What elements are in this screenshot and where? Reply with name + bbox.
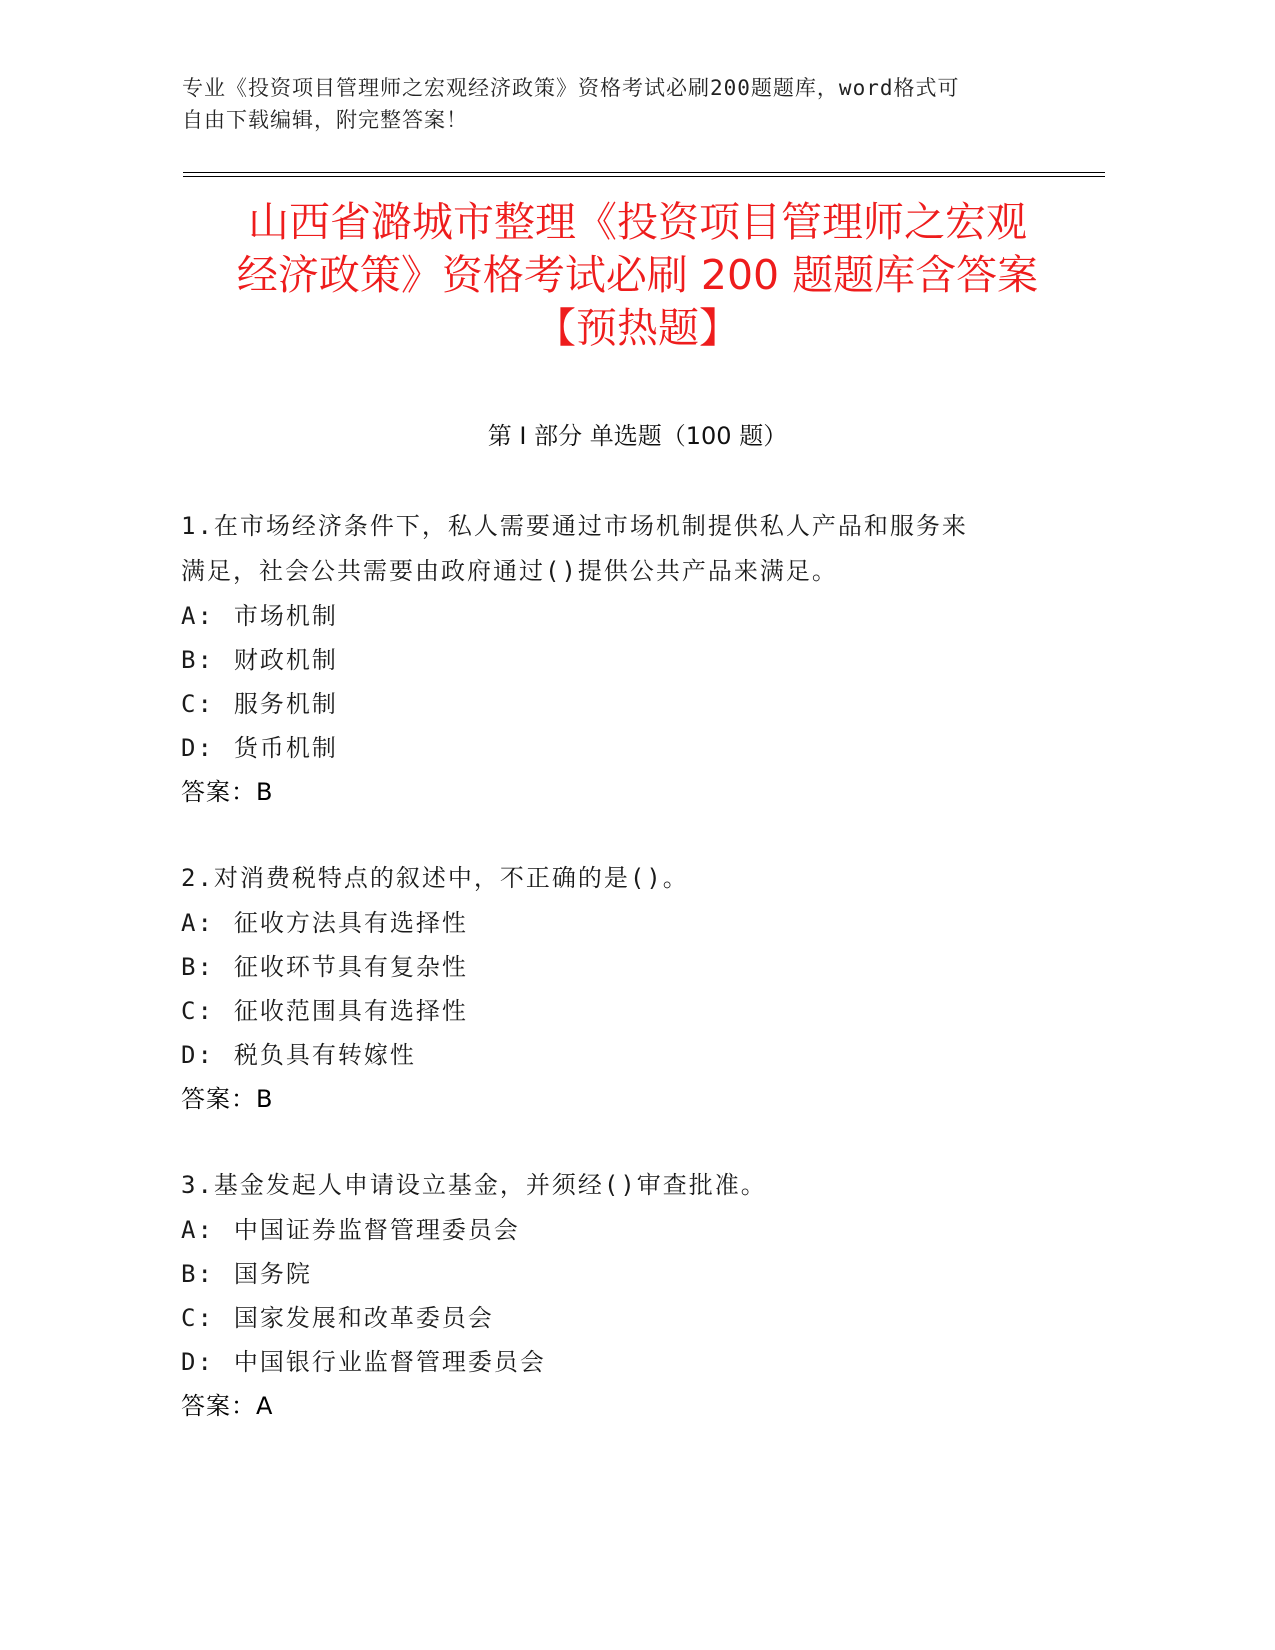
option-text: 税负具有转嫁性 [233,1041,416,1069]
option-d [181,1033,1061,1077]
option-letter: D: [181,734,214,762]
question-stem: 3.基金发起人申请设立基金，并须经()审查批准。 [181,1171,767,1199]
header-note [182,72,1062,136]
header-divider-bottom [183,176,1105,177]
document-title [150,196,1125,355]
option-b [181,945,1061,989]
title-line: 山西省潞城市整理《投资项目管理师之宏观 [248,198,1027,246]
option-letter: C: [181,690,214,718]
answer: 答案：A [181,1392,274,1420]
option-text: 国务院 [233,1260,312,1288]
option-letter: A: [181,909,214,937]
option-text: 国家发展和改革委员会 [233,1304,494,1332]
option-text: 中国银行业监督管理委员会 [233,1348,546,1376]
answer: 答案：B [181,778,274,806]
option-text: 服务机制 [233,690,338,718]
option-b [181,638,1061,682]
question-stem: 1.在市场经济条件下，私人需要通过市场机制提供私人产品和服务来 [181,512,968,540]
question-3 [181,1163,1061,1428]
option-letter: C: [181,997,214,1025]
title-line: 经济政策》资格考试必刷 200 题题库含答案 [236,251,1039,299]
question-stem: 满足，社会公共需要由政府通过()提供公共产品来满足。 [181,557,838,585]
option-letter: B: [181,646,214,674]
question-1 [181,504,1061,814]
option-letter: A: [181,1216,214,1244]
question-stem: 2.对消费税特点的叙述中，不正确的是()。 [181,864,689,892]
option-text: 财政机制 [233,646,338,674]
option-text: 征收方法具有选择性 [233,909,468,937]
answer: 答案：B [181,1085,274,1113]
option-text: 征收环节具有复杂性 [233,953,468,981]
header-note-line: 专业《投资项目管理师之宏观经济政策》资格考试必刷200题题库，word格式可 [182,76,960,100]
title-line: 【预热题】 [535,304,740,352]
option-c [181,989,1061,1033]
option-a [181,1208,1061,1252]
option-d [181,726,1061,770]
option-c [181,1296,1061,1340]
section-heading: 第 I 部分 单选题（100 题） [487,422,788,450]
option-text: 中国证券监督管理委员会 [233,1216,520,1244]
question-list [181,504,1061,1470]
option-letter: B: [181,1260,214,1288]
option-a [181,594,1061,638]
option-d [181,1340,1061,1384]
question-2 [181,856,1061,1121]
header-note-line: 自由下载编辑，附完整答案！ [182,108,468,132]
option-letter: A: [181,602,214,630]
option-c [181,682,1061,726]
option-a [181,901,1061,945]
option-b [181,1252,1061,1296]
option-text: 市场机制 [233,602,338,630]
option-letter: B: [181,953,214,981]
option-letter: D: [181,1348,214,1376]
option-text: 货币机制 [233,734,338,762]
option-letter: D: [181,1041,214,1069]
header-divider-top [183,172,1105,173]
option-letter: C: [181,1304,214,1332]
option-text: 征收范围具有选择性 [233,997,468,1025]
